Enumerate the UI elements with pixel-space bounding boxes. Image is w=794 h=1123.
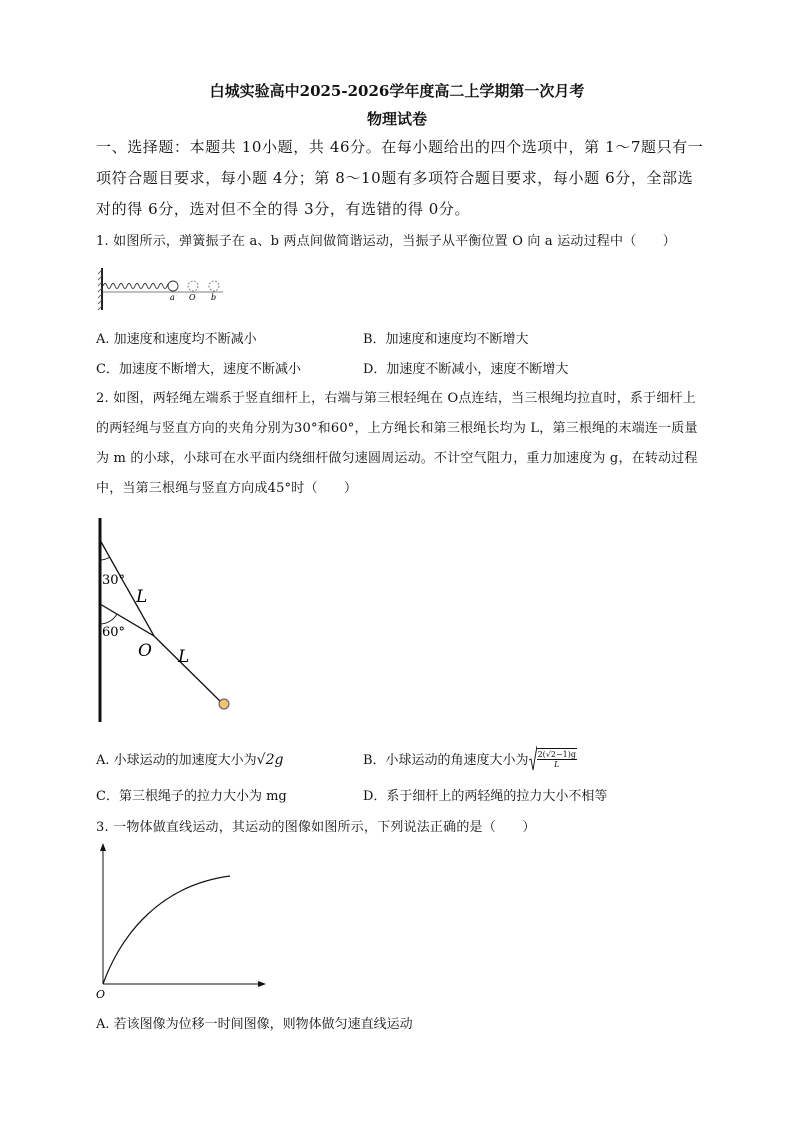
spring-oscillator-figure — [98, 266, 228, 314]
q3-option-a[interactable]: A. 若该图像为位移一时间图像，则物体做匀速直线运动 — [96, 1017, 413, 1032]
ball-b — [209, 281, 219, 291]
spring-coil — [103, 284, 171, 289]
exam-title: 白城实验高中2025-2026学年度高二上学期第一次月考 — [209, 82, 585, 100]
q2-option-b[interactable] — [363, 745, 577, 771]
rope-pendulum-figure — [90, 514, 250, 726]
section-intro: 一、选择题：本题共 10小题，共 46分。在每小题给出的四个选项中，第 1～7题只有一项符合题目要求，每小题 4分；第 8～10题有多项符合题目要求，每小题 6分，全部选对的得 6分，选对但不全的得 3分，有选错的得 0分。 — [96, 138, 704, 218]
motion-graph-figure — [92, 840, 272, 1004]
q1-option-a[interactable]: A. 加速度和速度均不断减小 — [96, 332, 257, 347]
ball-a — [168, 281, 178, 291]
q2-option-b-numerator: 2(√2−1)g — [537, 749, 576, 759]
q2-option-c[interactable]: C．第三根绳子的拉力大小为 mg — [96, 789, 287, 804]
q1-option-b[interactable]: B．加速度和速度均不断增大 — [363, 332, 529, 347]
O-point-label: O — [138, 641, 152, 661]
q2-option-a-text: A. 小球运动的加速度大小为 — [96, 753, 257, 768]
label-o: O — [189, 293, 196, 302]
motion-curve — [103, 876, 230, 984]
q2-option-d[interactable]: D．系于细杆上的两轻绳的拉力大小不相等 — [363, 789, 608, 804]
lower-L-label: L — [178, 647, 190, 667]
label-a: a — [170, 293, 175, 302]
question-2-stem: 2. 如图，两轻绳左端系于竖直细杆上，右端与第三根轻绳在 O点连结，当三根绳均拉直时，系于细杆上的两轻绳与竖直方向的夹角分别为30°和60°，上方绳长和第三根绳长均为 L，第三根绳的末端连一质量为 m 的小球，小球可在水平面内绕细杆做匀速圆周运动。不计空气阻力，重力加速度为 g，在转动过程中，当第三根绳与竖直方向成45°时（ ） — [96, 391, 698, 496]
label-b: b — [211, 293, 217, 302]
question-3-stem: 3. 一物体做直线运动，其运动的图像如图所示，下列说法正确的是（ ） — [96, 820, 536, 835]
q2-option-a[interactable] — [96, 749, 283, 768]
upper-L-label: L — [136, 587, 148, 607]
angle-30-label: 30° — [102, 573, 126, 588]
y-axis-arrow-icon — [100, 843, 106, 851]
q2-option-b-text: B．小球运动的角速度大小为 — [363, 752, 529, 768]
exam-subtitle: 物理试卷 — [366, 110, 427, 128]
q1-option-c[interactable]: C．加速度不断增大，速度不断减小 — [96, 362, 301, 377]
ball-o — [188, 281, 198, 291]
q2-option-a-math: √2g — [256, 752, 284, 768]
q2-option-b-denominator: L — [554, 759, 560, 769]
ball — [219, 699, 229, 709]
angle-60-label: 60° — [102, 625, 126, 640]
sqrt-sign-icon — [529, 745, 537, 771]
question-1-stem: 1. 如图所示，弹簧振子在 a、b 两点间做简谐运动，当振子从平衡位置 O 向 a 运动过程中（ ） — [96, 234, 677, 249]
x-axis-arrow-icon — [258, 981, 266, 987]
origin-label: O — [96, 988, 106, 1001]
angle-arc-60 — [100, 614, 117, 624]
q1-option-d[interactable]: D．加速度不断减小，速度不断增大 — [363, 362, 569, 377]
